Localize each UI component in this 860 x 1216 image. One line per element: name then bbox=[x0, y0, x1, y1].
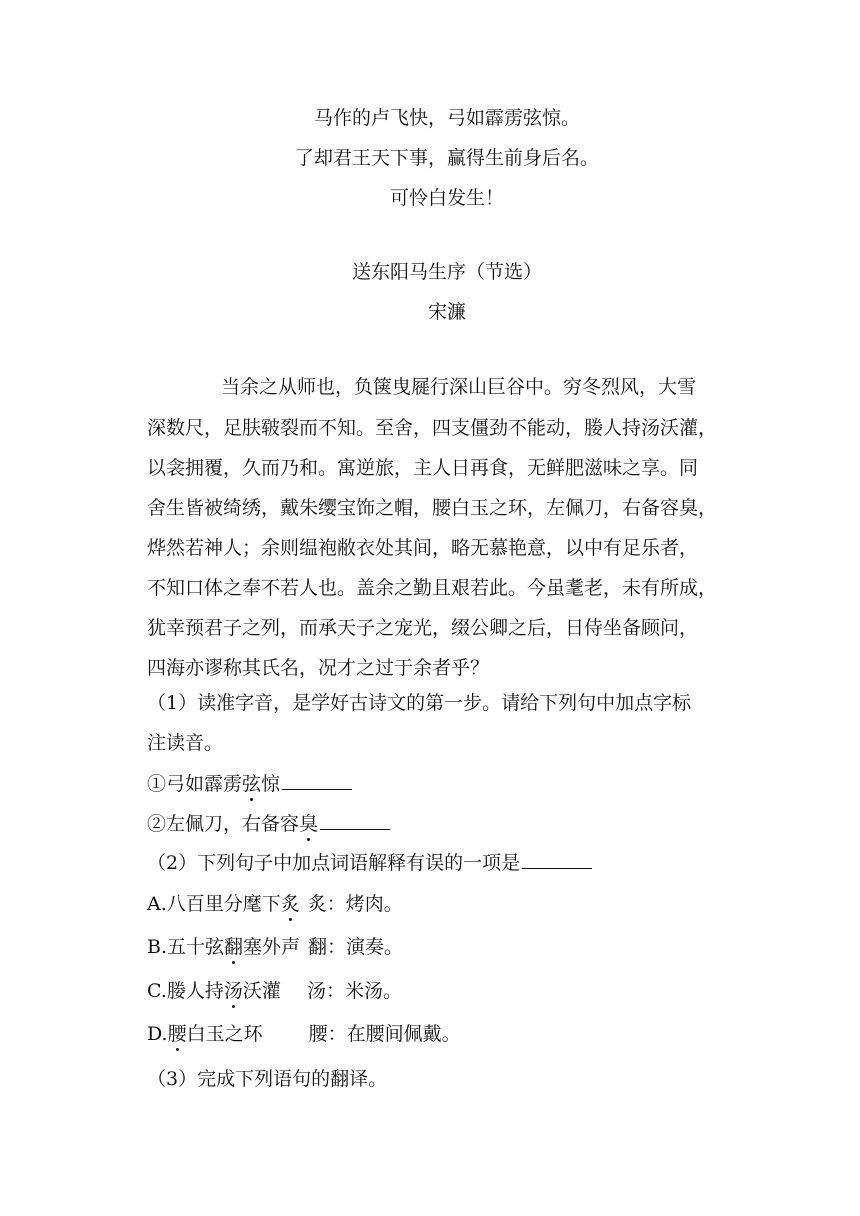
option-text: 沃灌 bbox=[242, 980, 281, 1002]
prose-line: 深数尺，足肤皲裂而不知。至舍，四支僵劲不能动，媵人持汤沃灌， bbox=[147, 417, 718, 439]
option-explanation: 翻：演奏。 bbox=[308, 936, 404, 958]
prose-line: 四海亦谬称其氏名，况才之过于余者乎？ bbox=[147, 657, 490, 679]
option-b bbox=[147, 935, 747, 959]
option-c bbox=[147, 979, 747, 1003]
option-text: 白玉之环 bbox=[186, 1023, 263, 1045]
dotted-char: 腰 bbox=[167, 1023, 187, 1045]
prose-line: 犹幸预君子之列，而承天子之宠光，缀公卿之后，日侍坐备顾问， bbox=[147, 617, 699, 639]
prose-author: 宋濂 bbox=[427, 301, 466, 323]
option-explanation: 腰：在腰间佩戴。 bbox=[308, 1023, 461, 1045]
dotted-char: 汤 bbox=[223, 980, 243, 1002]
answer-blank[interactable] bbox=[522, 852, 592, 869]
answer-blank[interactable] bbox=[282, 773, 352, 790]
question-1-item-b bbox=[147, 812, 747, 836]
question-1-line-2: 注读音。 bbox=[147, 732, 224, 754]
question-3: （3）完成下列语句的翻译。 bbox=[147, 1068, 388, 1090]
dotted-char: 弦 bbox=[242, 773, 262, 795]
prose-title: 送东阳马生序（节选） bbox=[351, 261, 542, 283]
option-explanation: 汤：米汤。 bbox=[306, 980, 402, 1002]
poem-line: 可怜白发生！ bbox=[389, 187, 504, 209]
poem-line: 了却君王天下事，赢得生前身后名。 bbox=[294, 147, 599, 169]
poem-line: 马作的卢飞快，弓如霹雳弦惊。 bbox=[313, 107, 580, 129]
question-1-item-a bbox=[147, 772, 747, 796]
question-text: （2）下列句子中加点词语解释有误的一项是 bbox=[147, 852, 521, 874]
option-text: D. bbox=[147, 1023, 168, 1045]
item-text: ①弓如霹雳 bbox=[147, 773, 243, 795]
dotted-char: 臭 bbox=[299, 813, 319, 835]
question-1-line-1: （1）读准字音，是学好古诗文的第一步。请给下列句中加点字标 bbox=[147, 692, 692, 714]
prose-line: 当余之从师也，负箧曳屣行深山巨谷中。穷冬烈风，大雪 bbox=[221, 376, 697, 398]
prose-line: 舍生皆被绮绣，戴朱缨宝饰之帽，腰白玉之环，左佩刀，右备容臭， bbox=[147, 497, 718, 519]
option-text: A.八百里分麾下 bbox=[147, 893, 281, 915]
prose-line: 不知口体之奉不若人也。盖余之勤且艰若此。今虽耄老，未有所成， bbox=[147, 577, 718, 599]
option-text: C.媵人持 bbox=[147, 980, 224, 1002]
dotted-char: 翻 bbox=[224, 936, 244, 958]
option-explanation: 炙：烤肉。 bbox=[307, 893, 403, 915]
item-text: 惊 bbox=[261, 773, 281, 795]
option-text: B.五十弦 bbox=[147, 936, 225, 958]
option-a bbox=[147, 892, 747, 916]
option-d bbox=[147, 1022, 747, 1046]
option-text: 塞外声 bbox=[243, 936, 301, 958]
prose-line: 以衾拥覆，久而乃和。寓逆旅，主人日再食，无鲜肥滋味之享。同 bbox=[147, 457, 699, 479]
dotted-char: 炙 bbox=[280, 893, 300, 915]
answer-blank[interactable] bbox=[320, 813, 390, 830]
prose-line: 烨然若神人；余则缊袍敝衣处其间，略无慕艳意，以中有足乐者， bbox=[147, 537, 699, 559]
item-text: ②左佩刀，右备容 bbox=[147, 813, 300, 835]
question-2 bbox=[147, 851, 747, 875]
